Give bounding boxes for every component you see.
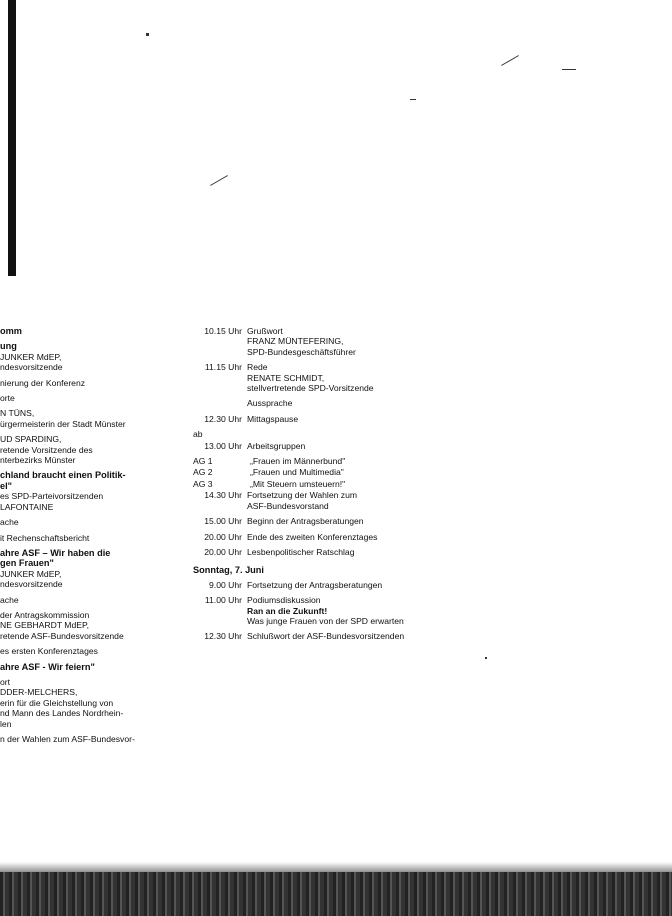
schedule-time: 9.00 Uhr [209, 579, 242, 590]
schedule-line: Grußwort [247, 326, 283, 336]
scan-speck [210, 175, 228, 186]
left-column-line: ndesvorsitzende [0, 362, 63, 373]
schedule-description [250, 429, 650, 439]
schedule-day1 [190, 326, 650, 557]
schedule-description [247, 532, 650, 542]
schedule-line: „Mit Steuern umsteuern!" [250, 478, 346, 489]
schedule-time: 15.00 Uhr [204, 516, 242, 527]
scan-speck [501, 55, 519, 66]
schedule-line: Rede [247, 362, 268, 373]
left-column-line: JUNKER MdEP, [0, 351, 62, 362]
scan-binding-edge [8, 0, 16, 276]
schedule-row [190, 532, 650, 542]
schedule-time: 20.00 Uhr [204, 531, 242, 542]
schedule-row [190, 441, 650, 451]
schedule-row [190, 362, 650, 393]
schedule-time: 11.15 Uhr [204, 362, 242, 373]
left-column-line: retende ASF-Bundesvorsitzende [0, 630, 124, 641]
schedule-line: Aussprache [247, 398, 293, 409]
left-column-line: ürgermeisterin der Stadt Münster [0, 418, 126, 429]
schedule-time: 13.00 Uhr [204, 440, 242, 451]
schedule-time: ab [193, 429, 203, 440]
schedule-row [190, 467, 650, 477]
left-column-line: nd Mann des Landes Nordrhein- [0, 708, 124, 719]
schedule-line: Arbeitsgruppen [247, 440, 306, 451]
schedule-row [190, 414, 650, 424]
scan-speck [485, 657, 487, 659]
program-right-column [190, 326, 650, 647]
left-column-line: len [0, 718, 12, 729]
schedule-row [190, 631, 650, 641]
schedule-line: „Frauen und Multimedia" [250, 467, 344, 478]
left-column-line: el" [0, 480, 13, 491]
scan-speck [410, 99, 416, 100]
schedule-time: 11.00 Uhr [204, 595, 242, 606]
schedule-description [250, 467, 650, 477]
left-column-line: JUNKER MdEP, [0, 568, 62, 579]
schedule-line: Was junge Frauen von der SPD erwarten [247, 615, 404, 626]
schedule-line: Schlußwort der ASF-Bundesvorsitzenden [247, 631, 405, 642]
schedule-line [250, 429, 650, 439]
schedule-row [190, 490, 650, 511]
left-column-line: N TÜNS, [0, 408, 35, 419]
schedule-time: 20.00 Uhr [204, 546, 242, 557]
schedule-line: Beginn der Antragsberatungen [247, 516, 364, 527]
left-column-line: chland braucht einen Politik- [0, 470, 126, 481]
left-column-line: gen Frauen" [0, 558, 54, 569]
schedule-description [247, 441, 650, 451]
schedule-description [247, 326, 650, 357]
left-column-line: ache [0, 517, 19, 528]
schedule-row [190, 456, 650, 466]
schedule-time: AG 3 [193, 478, 213, 489]
left-column-line: n der Wahlen zum ASF-Bundesvor- [0, 734, 135, 744]
left-column-line: retende Vorsitzende des [0, 444, 93, 455]
schedule-time: 12.30 Uhr [204, 631, 242, 642]
schedule-line: stellvertretende SPD-Vorsitzende [247, 383, 374, 394]
schedule-row [190, 547, 650, 557]
schedule-description [247, 490, 650, 511]
left-column-line: ndesvorsitzende [0, 579, 63, 590]
schedule-description [247, 631, 650, 641]
schedule-time: 14.30 Uhr [204, 490, 242, 501]
schedule-line: Lesbenpolitischer Ratschlag [247, 546, 355, 557]
program-left-column [0, 326, 160, 744]
left-column-line: ache [0, 594, 19, 605]
schedule-row [190, 595, 650, 626]
schedule-description [247, 398, 650, 408]
left-column-line: LAFONTAINE [0, 501, 54, 512]
schedule-line: „Frauen im Männerbund" [250, 456, 346, 467]
schedule-time [190, 398, 247, 408]
left-column-line: UD SPARDING, [0, 434, 62, 445]
schedule-row [190, 398, 650, 408]
schedule-description [247, 580, 650, 590]
day2-heading: Sonntag, 7. Juni [193, 565, 264, 576]
schedule-time: AG 1 [193, 456, 213, 467]
left-column-line: omm [0, 326, 22, 336]
schedule-description [250, 479, 650, 489]
left-column-line: ahre ASF – Wir haben die [0, 547, 111, 558]
left-column-line: ahre ASF - Wir feiern" [0, 661, 95, 672]
schedule-row [190, 326, 650, 357]
left-column-line: der Antragskommission [0, 609, 90, 620]
left-column-line: DDER-MELCHERS, [0, 687, 78, 698]
schedule-row [190, 516, 650, 526]
left-column-line: nierung der Konferenz [0, 377, 86, 388]
left-column-line: erin für die Gleichstellung von [0, 697, 114, 708]
left-column-line: orte [0, 393, 15, 404]
left-column-line: es ersten Konferenztages [0, 646, 98, 657]
left-column-line: it Rechenschaftsbericht [0, 532, 90, 543]
left-column-line: NE GEBHARDT MdEP, [0, 620, 89, 631]
scan-speck [562, 69, 576, 70]
scan-bottom-edge [0, 872, 672, 916]
schedule-line: SPD-Bundesgeschäftsführer [247, 346, 356, 357]
left-column-line: ort [0, 676, 11, 687]
schedule-time: 10.15 Uhr [204, 326, 242, 336]
schedule-line: Fortsetzung der Antragsberatungen [247, 579, 383, 590]
schedule-row [190, 429, 650, 439]
left-column-line: ung [0, 341, 17, 352]
schedule-description [247, 414, 650, 424]
schedule-row [190, 479, 650, 489]
schedule-time: 12.30 Uhr [204, 413, 242, 424]
schedule-description [247, 595, 650, 626]
schedule-line: Ende des zweiten Konferenztages [247, 531, 378, 542]
schedule-day2 [190, 580, 650, 642]
schedule-description [247, 362, 650, 393]
schedule-line: RENATE SCHMIDT, [247, 372, 325, 383]
schedule-line: FRANZ MÜNTEFERING, [247, 336, 344, 347]
schedule-row [190, 580, 650, 590]
schedule-line: Ran an die Zukunft! [247, 605, 328, 616]
left-column-line: es SPD-Parteivorsitzenden [0, 491, 104, 502]
schedule-time: AG 2 [193, 467, 213, 478]
schedule-line: Fortsetzung der Wahlen zum [247, 490, 358, 501]
scan-speck [146, 33, 149, 36]
schedule-line: Mittagspause [247, 413, 299, 424]
schedule-line: Podiumsdiskussion [247, 595, 321, 606]
schedule-description [247, 547, 650, 557]
schedule-line: ASF-Bundesvorstand [247, 500, 329, 511]
schedule-description [250, 456, 650, 466]
schedule-description [247, 516, 650, 526]
left-column-line: nterbezirks Münster [0, 455, 76, 466]
